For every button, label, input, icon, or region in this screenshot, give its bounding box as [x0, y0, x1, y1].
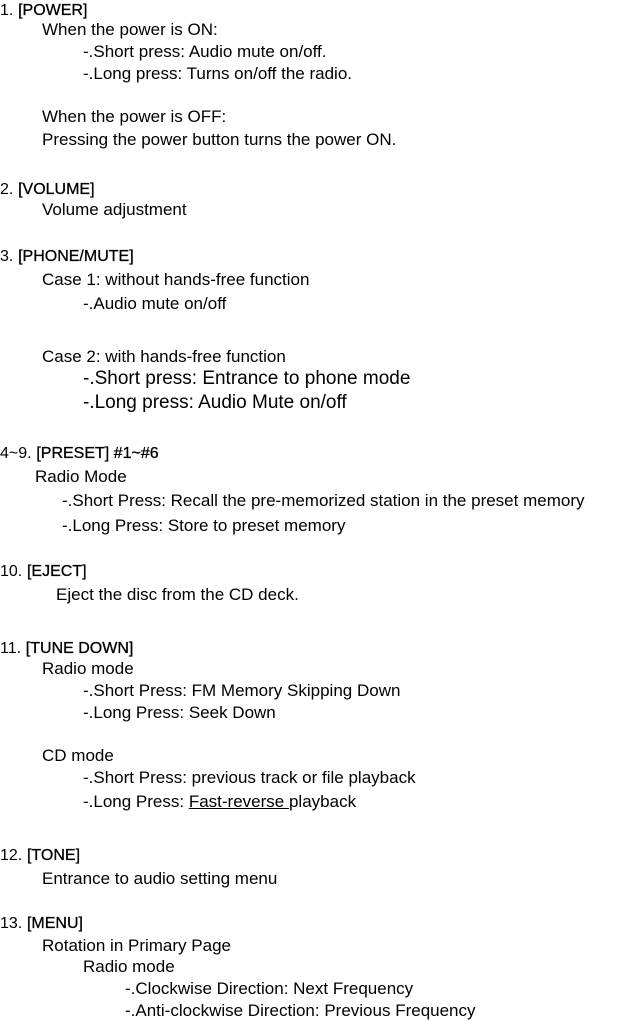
section-title-preset: [PRESET] #1~#6	[36, 445, 159, 462]
section-number: 1.	[0, 2, 14, 19]
section-number: 10.	[0, 563, 23, 580]
section-number: 13.	[0, 915, 23, 932]
section-title-tone: [TONE]	[26, 847, 81, 864]
section-13-heading	[0, 913, 83, 934]
section-title-volume: [VOLUME]	[18, 181, 95, 198]
tune-cd-short: -.Short Press: previous track or file playback	[83, 768, 416, 787]
phone-case-2-long: -.Long press: Audio Mute on/off	[83, 392, 347, 413]
eject-text: Eject the disc from the CD deck.	[56, 585, 299, 604]
tune-radio-long: -.Long Press: Seek Down	[83, 703, 276, 722]
section-4-9-heading	[0, 443, 159, 464]
section-title-phone-mute: [PHONE/MUTE]	[18, 248, 134, 265]
section-number: 2.	[0, 181, 14, 198]
section-title-tune-down: [TUNE DOWN]	[25, 640, 134, 657]
volume-text: Volume adjustment	[42, 200, 187, 219]
tune-radio-mode: Radio mode	[42, 659, 134, 678]
menu-radio-mode: Radio mode	[83, 957, 175, 976]
section-12-heading	[0, 845, 80, 866]
tune-cd-long-prefix: -.Long Press:	[83, 792, 189, 811]
menu-text: Rotation in Primary Page	[42, 936, 231, 955]
section-11-heading	[0, 638, 133, 659]
tune-cd-long-suffix: playback	[288, 792, 357, 811]
tune-radio-short: -.Short Press: FM Memory Skipping Down	[83, 681, 401, 700]
section-2-heading	[0, 179, 95, 200]
section-title-menu: [MENU]	[26, 915, 83, 932]
power-on-heading: When the power is ON:	[42, 20, 218, 39]
power-on-short: -.Short press: Audio mute on/off.	[83, 42, 327, 61]
section-number: 3.	[0, 248, 14, 265]
menu-anticlockwise: -.Anti-clockwise Direction: Previous Frequency	[125, 1001, 476, 1020]
section-10-heading	[0, 561, 87, 582]
section-title-power: [POWER]	[18, 2, 88, 19]
phone-case-2: Case 2: with hands-free function	[42, 347, 286, 366]
phone-case-1: Case 1: without hands-free function	[42, 270, 310, 289]
section-number: 12.	[0, 847, 23, 864]
section-1-heading	[0, 0, 87, 21]
tune-cd-mode: CD mode	[42, 746, 114, 765]
section-number: 11.	[0, 640, 22, 657]
section-title-eject: [EJECT]	[26, 563, 87, 580]
tune-cd-long-underlined: Fast-reverse	[188, 792, 289, 811]
section-3-heading	[0, 246, 134, 267]
power-off-text: Pressing the power button turns the power ON.	[42, 130, 397, 149]
tune-cd-long	[83, 792, 356, 812]
phone-case-1-item: -.Audio mute on/off	[83, 294, 227, 313]
preset-radio-mode: Radio Mode	[35, 467, 127, 486]
phone-case-2-short: -.Short press: Entrance to phone mode	[83, 368, 411, 389]
tone-text: Entrance to audio setting menu	[42, 869, 278, 888]
preset-long: -.Long Press: Store to preset memory	[62, 516, 346, 535]
menu-clockwise: -.Clockwise Direction: Next Frequency	[125, 979, 414, 998]
preset-short: -.Short Press: Recall the pre-memorized station in the preset memory	[62, 491, 585, 510]
power-off-heading: When the power is OFF:	[42, 107, 227, 126]
power-on-long: -.Long press: Turns on/off the radio.	[83, 64, 353, 83]
section-number: 4~9.	[0, 445, 32, 462]
